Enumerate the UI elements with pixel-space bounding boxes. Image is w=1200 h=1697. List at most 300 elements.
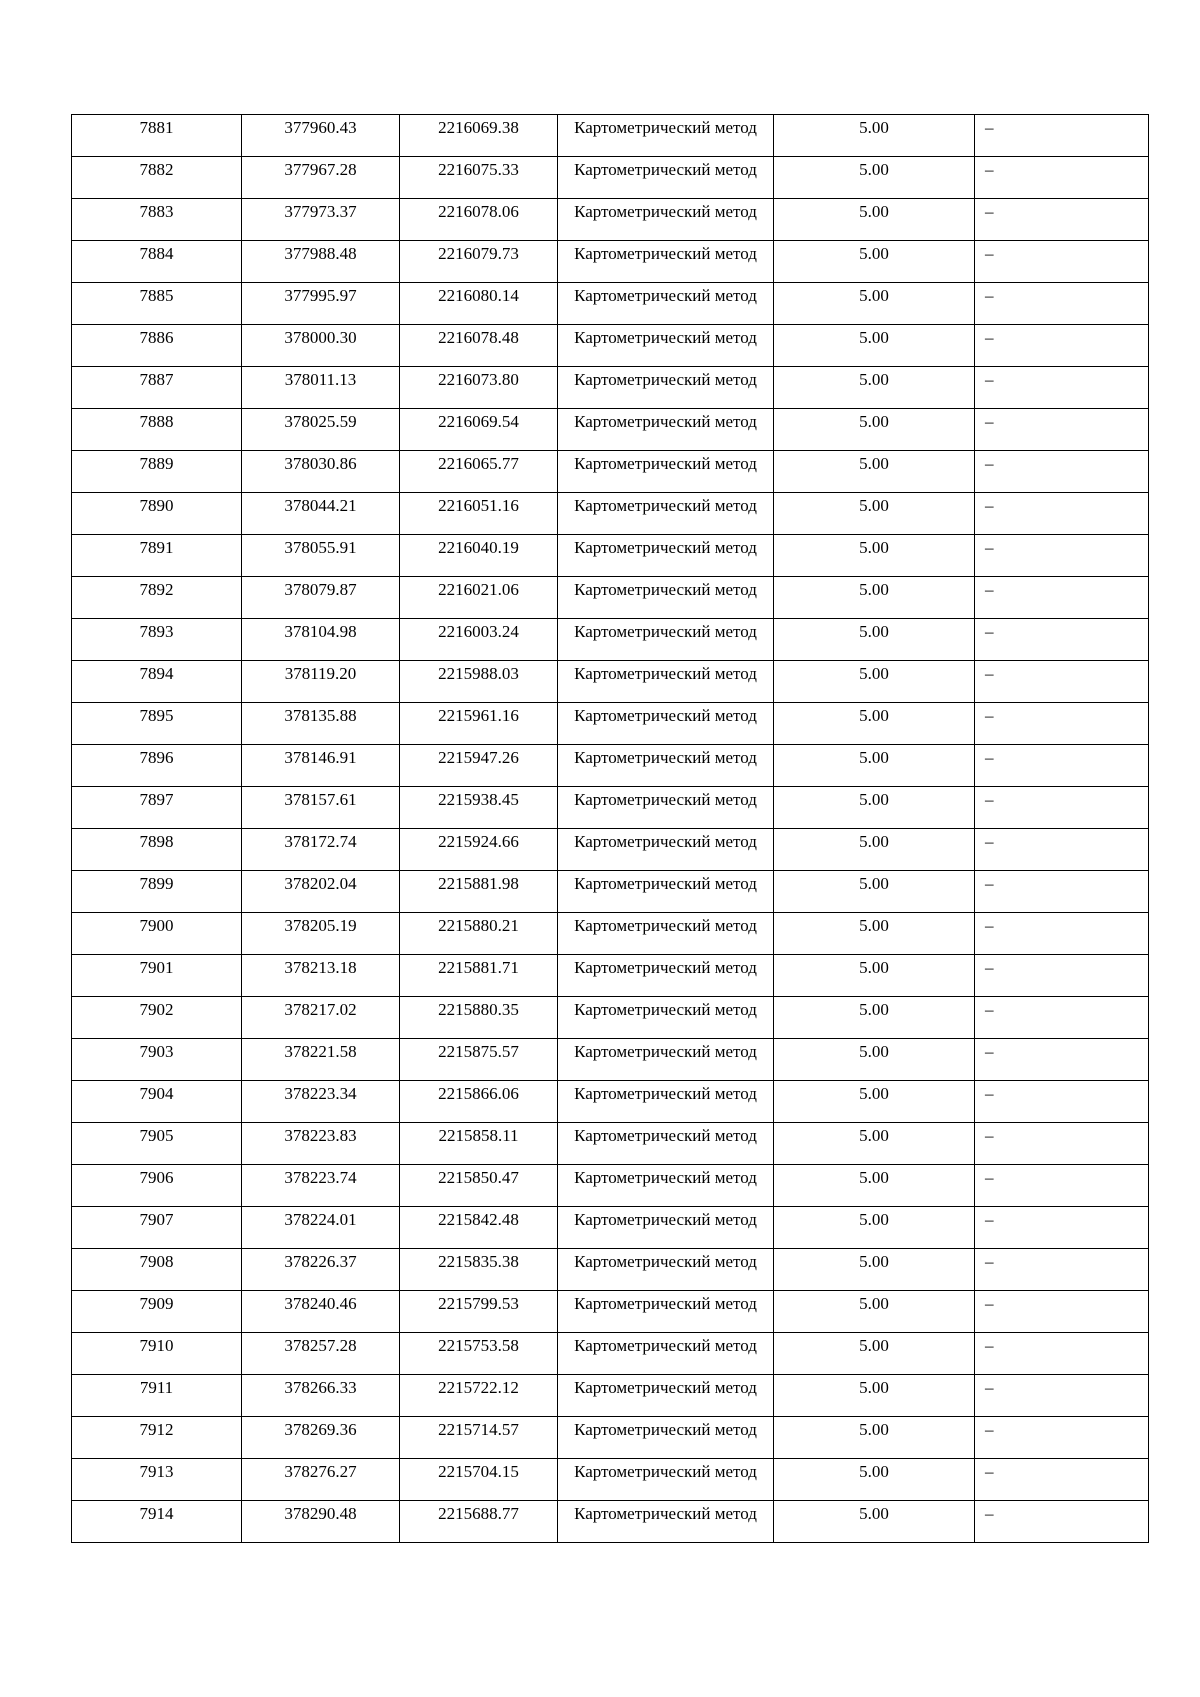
accuracy-cell — [774, 409, 975, 451]
y-coordinate-cell — [400, 871, 558, 913]
table-row — [72, 451, 1149, 493]
accuracy-cell-text: 5.00 — [859, 1084, 889, 1103]
accuracy-cell — [774, 451, 975, 493]
x-coordinate-cell — [242, 1123, 400, 1165]
x-coordinate-cell — [242, 997, 400, 1039]
point-number-cell-text: 7884 — [139, 244, 174, 263]
method-cell-text: Картометрический метод — [574, 1504, 757, 1523]
accuracy-cell — [774, 199, 975, 241]
table-row — [72, 1165, 1149, 1207]
point-number-cell-text: 7894 — [139, 664, 174, 683]
y-coordinate-cell — [400, 1417, 558, 1459]
note-cell-text: – — [985, 748, 994, 767]
table-row — [72, 1333, 1149, 1375]
point-number-cell-text: 7900 — [139, 916, 174, 935]
x-coordinate-cell — [242, 871, 400, 913]
method-cell-text: Картометрический метод — [574, 1294, 757, 1313]
point-number-cell — [72, 241, 242, 283]
x-coordinate-cell-text: 378221.58 — [284, 1042, 357, 1061]
method-cell-text: Картометрический метод — [574, 1126, 757, 1145]
accuracy-cell-text: 5.00 — [859, 706, 889, 725]
accuracy-cell — [774, 325, 975, 367]
table-row — [72, 199, 1149, 241]
method-cell-text: Картометрический метод — [574, 706, 757, 725]
accuracy-cell — [774, 661, 975, 703]
x-coordinate-cell — [242, 1165, 400, 1207]
note-cell-text: – — [985, 244, 994, 263]
table-row — [72, 1039, 1149, 1081]
y-coordinate-cell — [400, 451, 558, 493]
method-cell-text: Картометрический метод — [574, 1168, 757, 1187]
accuracy-cell — [774, 535, 975, 577]
y-coordinate-cell — [400, 1081, 558, 1123]
point-number-cell-text: 7888 — [139, 412, 174, 431]
table-row — [72, 1375, 1149, 1417]
x-coordinate-cell — [242, 829, 400, 871]
note-cell — [975, 199, 1149, 241]
point-number-cell — [72, 745, 242, 787]
method-cell-text: Картометрический метод — [574, 1462, 757, 1481]
method-cell — [558, 451, 774, 493]
x-coordinate-cell — [242, 535, 400, 577]
method-cell-text: Картометрический метод — [574, 1084, 757, 1103]
method-cell — [558, 1207, 774, 1249]
point-number-cell — [72, 1333, 242, 1375]
table-row — [72, 1123, 1149, 1165]
point-number-cell — [72, 829, 242, 871]
table-row — [72, 913, 1149, 955]
y-coordinate-cell-text: 2215722.12 — [438, 1378, 519, 1397]
table-row — [72, 577, 1149, 619]
x-coordinate-cell-text: 378205.19 — [284, 916, 357, 935]
method-cell-text: Картометрический метод — [574, 454, 757, 473]
point-number-cell — [72, 619, 242, 661]
point-number-cell-text: 7896 — [139, 748, 174, 767]
table-row — [72, 1417, 1149, 1459]
method-cell-text: Картометрический метод — [574, 916, 757, 935]
y-coordinate-cell-text: 2215799.53 — [438, 1294, 519, 1313]
accuracy-cell — [774, 619, 975, 661]
table-row — [72, 787, 1149, 829]
note-cell — [975, 1333, 1149, 1375]
accuracy-cell-text: 5.00 — [859, 1378, 889, 1397]
y-coordinate-cell-text: 2216078.06 — [438, 202, 519, 221]
x-coordinate-cell — [242, 577, 400, 619]
accuracy-cell — [774, 745, 975, 787]
x-coordinate-cell-text: 378172.74 — [284, 832, 357, 851]
y-coordinate-cell — [400, 955, 558, 997]
table-row — [72, 829, 1149, 871]
point-number-cell — [72, 1459, 242, 1501]
point-number-cell — [72, 913, 242, 955]
x-coordinate-cell — [242, 913, 400, 955]
accuracy-cell-text: 5.00 — [859, 202, 889, 221]
y-coordinate-cell-text: 2216080.14 — [438, 286, 519, 305]
method-cell — [558, 325, 774, 367]
x-coordinate-cell — [242, 661, 400, 703]
y-coordinate-cell — [400, 1333, 558, 1375]
x-coordinate-cell-text: 378011.13 — [284, 370, 357, 389]
accuracy-cell — [774, 1207, 975, 1249]
method-cell — [558, 829, 774, 871]
note-cell — [975, 1459, 1149, 1501]
table-row — [72, 1249, 1149, 1291]
table-row — [72, 325, 1149, 367]
note-cell — [975, 115, 1149, 157]
accuracy-cell-text: 5.00 — [859, 496, 889, 515]
x-coordinate-cell — [242, 157, 400, 199]
accuracy-cell — [774, 703, 975, 745]
table-row — [72, 955, 1149, 997]
note-cell-text: – — [985, 580, 994, 599]
note-cell — [975, 1501, 1149, 1543]
y-coordinate-cell — [400, 703, 558, 745]
method-cell — [558, 577, 774, 619]
y-coordinate-cell-text: 2215714.57 — [438, 1420, 519, 1439]
method-cell — [558, 1417, 774, 1459]
x-coordinate-cell-text: 378135.88 — [284, 706, 357, 725]
y-coordinate-cell-text: 2215835.38 — [438, 1252, 519, 1271]
point-number-cell-text: 7908 — [139, 1252, 174, 1271]
point-number-cell — [72, 577, 242, 619]
accuracy-cell-text: 5.00 — [859, 1252, 889, 1271]
note-cell-text: – — [985, 1042, 994, 1061]
method-cell-text: Картометрический метод — [574, 370, 757, 389]
y-coordinate-cell — [400, 1501, 558, 1543]
table-row — [72, 871, 1149, 913]
point-number-cell-text: 7898 — [139, 832, 174, 851]
accuracy-cell — [774, 787, 975, 829]
y-coordinate-cell — [400, 199, 558, 241]
accuracy-cell — [774, 367, 975, 409]
method-cell — [558, 1459, 774, 1501]
accuracy-cell-text: 5.00 — [859, 328, 889, 347]
method-cell-text: Картометрический метод — [574, 496, 757, 515]
y-coordinate-cell-text: 2216069.38 — [438, 118, 519, 137]
note-cell-text: – — [985, 286, 994, 305]
point-number-cell — [72, 325, 242, 367]
x-coordinate-cell — [242, 1207, 400, 1249]
note-cell — [975, 1039, 1149, 1081]
note-cell — [975, 283, 1149, 325]
table-row — [72, 1459, 1149, 1501]
point-number-cell — [72, 871, 242, 913]
method-cell — [558, 787, 774, 829]
accuracy-cell-text: 5.00 — [859, 748, 889, 767]
point-number-cell — [72, 703, 242, 745]
method-cell-text: Картометрический метод — [574, 412, 757, 431]
accuracy-cell-text: 5.00 — [859, 1504, 889, 1523]
method-cell — [558, 1165, 774, 1207]
x-coordinate-cell-text: 378223.83 — [284, 1126, 357, 1145]
x-coordinate-cell-text: 377960.43 — [284, 118, 357, 137]
table-row — [72, 535, 1149, 577]
note-cell-text: – — [985, 1420, 994, 1439]
method-cell-text: Картометрический метод — [574, 958, 757, 977]
method-cell-text: Картометрический метод — [574, 664, 757, 683]
method-cell — [558, 157, 774, 199]
x-coordinate-cell-text: 377967.28 — [284, 160, 357, 179]
y-coordinate-cell — [400, 829, 558, 871]
y-coordinate-cell — [400, 325, 558, 367]
point-number-cell — [72, 199, 242, 241]
note-cell — [975, 745, 1149, 787]
x-coordinate-cell-text: 378223.34 — [284, 1084, 357, 1103]
point-number-cell — [72, 1249, 242, 1291]
method-cell-text: Картометрический метод — [574, 790, 757, 809]
method-cell — [558, 997, 774, 1039]
accuracy-cell — [774, 577, 975, 619]
accuracy-cell — [774, 955, 975, 997]
y-coordinate-cell — [400, 1375, 558, 1417]
method-cell — [558, 913, 774, 955]
table-row — [72, 1291, 1149, 1333]
method-cell — [558, 745, 774, 787]
x-coordinate-cell — [242, 1375, 400, 1417]
point-number-cell — [72, 1123, 242, 1165]
x-coordinate-cell-text: 377973.37 — [284, 202, 357, 221]
point-number-cell — [72, 535, 242, 577]
method-cell — [558, 283, 774, 325]
coordinates-table-body — [72, 115, 1149, 1543]
y-coordinate-cell-text: 2215947.26 — [438, 748, 519, 767]
note-cell-text: – — [985, 664, 994, 683]
note-cell-text: – — [985, 370, 994, 389]
point-number-cell — [72, 157, 242, 199]
y-coordinate-cell-text: 2216040.19 — [438, 538, 519, 557]
x-coordinate-cell-text: 378157.61 — [284, 790, 357, 809]
x-coordinate-cell-text: 378202.04 — [284, 874, 357, 893]
accuracy-cell — [774, 283, 975, 325]
x-coordinate-cell — [242, 283, 400, 325]
point-number-cell — [72, 661, 242, 703]
note-cell-text: – — [985, 1336, 994, 1355]
accuracy-cell — [774, 1291, 975, 1333]
x-coordinate-cell-text: 378290.48 — [284, 1504, 357, 1523]
point-number-cell-text: 7893 — [139, 622, 174, 641]
y-coordinate-cell — [400, 367, 558, 409]
note-cell-text: – — [985, 328, 994, 347]
x-coordinate-cell — [242, 1291, 400, 1333]
method-cell-text: Картометрический метод — [574, 1210, 757, 1229]
y-coordinate-cell-text: 2215880.35 — [438, 1000, 519, 1019]
accuracy-cell-text: 5.00 — [859, 874, 889, 893]
note-cell — [975, 367, 1149, 409]
accuracy-cell-text: 5.00 — [859, 1420, 889, 1439]
table-row — [72, 703, 1149, 745]
x-coordinate-cell — [242, 1081, 400, 1123]
y-coordinate-cell-text: 2215688.77 — [438, 1504, 519, 1523]
table-row — [72, 745, 1149, 787]
method-cell-text: Картометрический метод — [574, 286, 757, 305]
note-cell-text: – — [985, 496, 994, 515]
point-number-cell — [72, 787, 242, 829]
accuracy-cell — [774, 1039, 975, 1081]
x-coordinate-cell — [242, 955, 400, 997]
note-cell — [975, 955, 1149, 997]
accuracy-cell-text: 5.00 — [859, 1042, 889, 1061]
y-coordinate-cell-text: 2216075.33 — [438, 160, 519, 179]
method-cell — [558, 1501, 774, 1543]
point-number-cell-text: 7906 — [139, 1168, 174, 1187]
y-coordinate-cell-text: 2215988.03 — [438, 664, 519, 683]
y-coordinate-cell-text: 2215961.16 — [438, 706, 519, 725]
note-cell — [975, 1417, 1149, 1459]
table-row — [72, 1081, 1149, 1123]
method-cell-text: Картометрический метод — [574, 1252, 757, 1271]
method-cell — [558, 661, 774, 703]
y-coordinate-cell-text: 2215881.98 — [438, 874, 519, 893]
y-coordinate-cell — [400, 787, 558, 829]
x-coordinate-cell — [242, 199, 400, 241]
y-coordinate-cell-text: 2215875.57 — [438, 1042, 519, 1061]
x-coordinate-cell-text: 378104.98 — [284, 622, 357, 641]
x-coordinate-cell-text: 378119.20 — [284, 664, 357, 683]
note-cell-text: – — [985, 538, 994, 557]
y-coordinate-cell-text: 2215881.71 — [438, 958, 519, 977]
note-cell — [975, 409, 1149, 451]
point-number-cell — [72, 997, 242, 1039]
accuracy-cell-text: 5.00 — [859, 580, 889, 599]
point-number-cell — [72, 1375, 242, 1417]
method-cell-text: Картометрический метод — [574, 202, 757, 221]
y-coordinate-cell — [400, 1291, 558, 1333]
accuracy-cell — [774, 157, 975, 199]
accuracy-cell — [774, 913, 975, 955]
method-cell-text: Картометрический метод — [574, 244, 757, 263]
method-cell — [558, 493, 774, 535]
y-coordinate-cell-text: 2215924.66 — [438, 832, 519, 851]
y-coordinate-cell-text: 2216073.80 — [438, 370, 519, 389]
y-coordinate-cell — [400, 283, 558, 325]
note-cell-text: – — [985, 1084, 994, 1103]
note-cell — [975, 1081, 1149, 1123]
method-cell-text: Картометрический метод — [574, 328, 757, 347]
y-coordinate-cell — [400, 577, 558, 619]
x-coordinate-cell — [242, 367, 400, 409]
method-cell-text: Картометрический метод — [574, 1000, 757, 1019]
note-cell-text: – — [985, 1252, 994, 1271]
x-coordinate-cell-text: 377995.97 — [284, 286, 357, 305]
x-coordinate-cell — [242, 1039, 400, 1081]
note-cell-text: – — [985, 832, 994, 851]
point-number-cell — [72, 1291, 242, 1333]
accuracy-cell — [774, 1333, 975, 1375]
point-number-cell-text: 7882 — [139, 160, 174, 179]
method-cell — [558, 1081, 774, 1123]
y-coordinate-cell-text: 2215842.48 — [438, 1210, 519, 1229]
accuracy-cell — [774, 1165, 975, 1207]
point-number-cell-text: 7895 — [139, 706, 174, 725]
point-number-cell — [72, 1501, 242, 1543]
method-cell — [558, 241, 774, 283]
note-cell — [975, 157, 1149, 199]
point-number-cell — [72, 451, 242, 493]
table-row — [72, 157, 1149, 199]
y-coordinate-cell-text: 2215938.45 — [438, 790, 519, 809]
y-coordinate-cell-text: 2216021.06 — [438, 580, 519, 599]
point-number-cell — [72, 1165, 242, 1207]
point-number-cell — [72, 493, 242, 535]
accuracy-cell-text: 5.00 — [859, 622, 889, 641]
point-number-cell — [72, 409, 242, 451]
point-number-cell — [72, 367, 242, 409]
method-cell — [558, 955, 774, 997]
accuracy-cell-text: 5.00 — [859, 1000, 889, 1019]
accuracy-cell-text: 5.00 — [859, 1462, 889, 1481]
method-cell — [558, 1249, 774, 1291]
method-cell — [558, 409, 774, 451]
table-row — [72, 997, 1149, 1039]
x-coordinate-cell — [242, 325, 400, 367]
note-cell-text: – — [985, 622, 994, 641]
accuracy-cell-text: 5.00 — [859, 118, 889, 137]
accuracy-cell — [774, 1123, 975, 1165]
y-coordinate-cell — [400, 745, 558, 787]
note-cell-text: – — [985, 790, 994, 809]
note-cell-text: – — [985, 1294, 994, 1313]
x-coordinate-cell-text: 378223.74 — [284, 1168, 357, 1187]
x-coordinate-cell — [242, 115, 400, 157]
note-cell — [975, 1291, 1149, 1333]
note-cell-text: – — [985, 958, 994, 977]
note-cell — [975, 241, 1149, 283]
x-coordinate-cell-text: 378240.46 — [284, 1294, 357, 1313]
table-row — [72, 241, 1149, 283]
point-number-cell-text: 7897 — [139, 790, 174, 809]
x-coordinate-cell-text: 378276.27 — [284, 1462, 357, 1481]
accuracy-cell — [774, 1501, 975, 1543]
x-coordinate-cell-text: 378030.86 — [284, 454, 357, 473]
note-cell-text: – — [985, 412, 994, 431]
accuracy-cell-text: 5.00 — [859, 1168, 889, 1187]
x-coordinate-cell-text: 378269.36 — [284, 1420, 357, 1439]
accuracy-cell — [774, 997, 975, 1039]
accuracy-cell-text: 5.00 — [859, 370, 889, 389]
method-cell-text: Картометрический метод — [574, 160, 757, 179]
x-coordinate-cell — [242, 787, 400, 829]
y-coordinate-cell — [400, 157, 558, 199]
y-coordinate-cell — [400, 1249, 558, 1291]
note-cell-text: – — [985, 1210, 994, 1229]
coordinates-table — [71, 114, 1149, 1543]
y-coordinate-cell-text: 2215850.47 — [438, 1168, 519, 1187]
x-coordinate-cell-text: 378226.37 — [284, 1252, 357, 1271]
x-coordinate-cell — [242, 703, 400, 745]
table-row — [72, 619, 1149, 661]
method-cell-text: Картометрический метод — [574, 580, 757, 599]
y-coordinate-cell — [400, 913, 558, 955]
x-coordinate-cell — [242, 451, 400, 493]
method-cell-text: Картометрический метод — [574, 748, 757, 767]
point-number-cell-text: 7881 — [139, 118, 174, 137]
accuracy-cell-text: 5.00 — [859, 286, 889, 305]
accuracy-cell — [774, 1081, 975, 1123]
table-row — [72, 367, 1149, 409]
accuracy-cell-text: 5.00 — [859, 1126, 889, 1145]
x-coordinate-cell-text: 378213.18 — [284, 958, 357, 977]
point-number-cell — [72, 115, 242, 157]
method-cell-text: Картометрический метод — [574, 622, 757, 641]
y-coordinate-cell — [400, 493, 558, 535]
method-cell — [558, 1375, 774, 1417]
accuracy-cell — [774, 115, 975, 157]
note-cell-text: – — [985, 1000, 994, 1019]
note-cell — [975, 1249, 1149, 1291]
point-number-cell — [72, 1039, 242, 1081]
note-cell-text: – — [985, 706, 994, 725]
y-coordinate-cell — [400, 409, 558, 451]
